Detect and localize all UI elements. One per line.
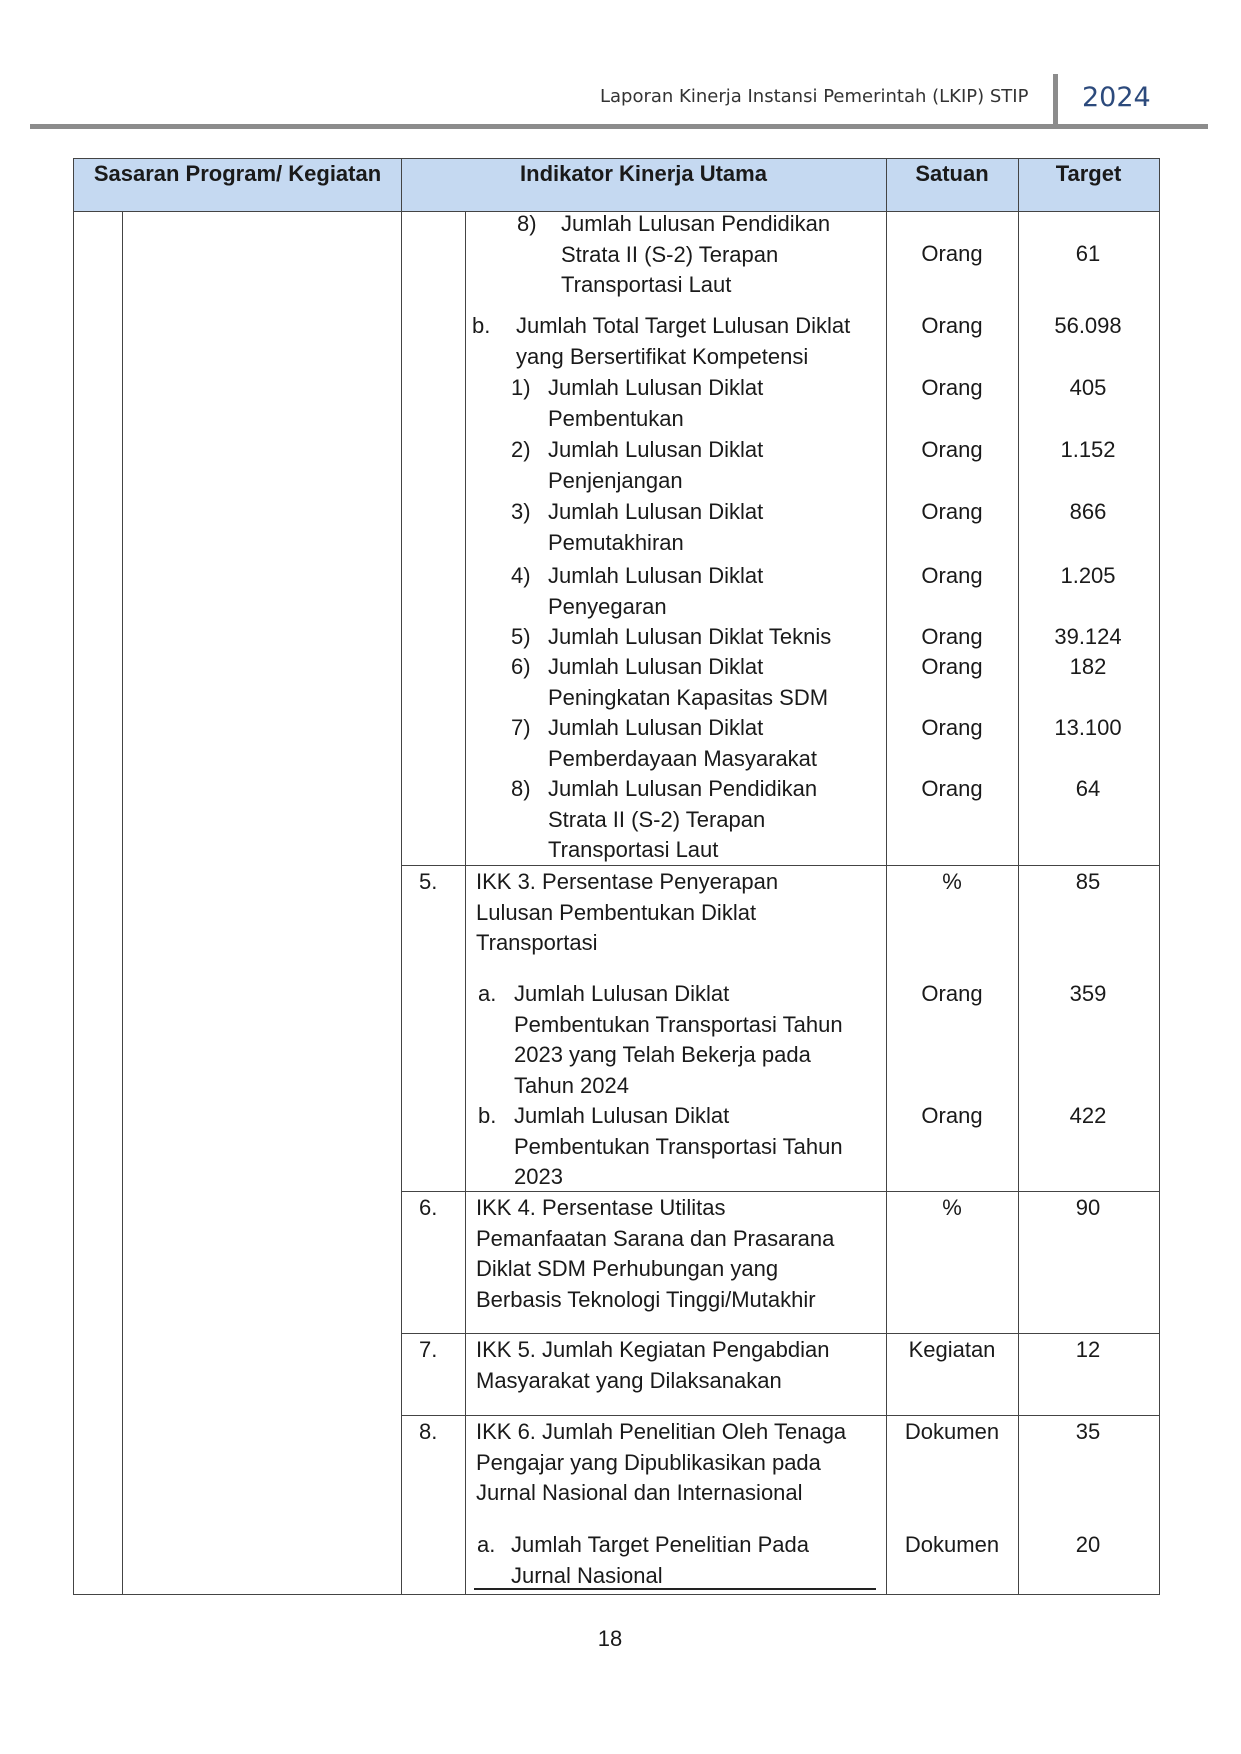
- target-cell: 12: [1075, 1337, 1101, 1362]
- table-row: [548, 435, 763, 496]
- indicator-line: Pemutakhiran: [548, 529, 684, 555]
- target-cell: 64: [1075, 776, 1101, 801]
- report-title: Laporan Kinerja Instansi Pemerintah (LKIP) STIP: [600, 86, 1029, 107]
- indicator-line: Diklat SDM Perhubungan yang: [476, 1256, 779, 1281]
- report-year: 2024: [1082, 82, 1151, 113]
- indicator-line: Jumlah Lulusan Diklat: [514, 1103, 730, 1128]
- indicator-line: Pembentukan Transportasi Tahun: [514, 1133, 843, 1159]
- item-marker: 4): [511, 563, 531, 588]
- target-cell: 182: [1069, 654, 1107, 679]
- target-cell: 85: [1075, 869, 1101, 894]
- indicator-line: Jumlah Lulusan Diklat: [548, 499, 764, 524]
- item-marker: 2): [511, 437, 531, 462]
- target-cell: 422: [1069, 1103, 1107, 1128]
- grid-vline: [465, 211, 466, 1594]
- row-number: 6.: [419, 1195, 438, 1220]
- header-divider: [1053, 74, 1058, 128]
- indicator-line: Pengajar yang Dipublikasikan pada: [476, 1449, 821, 1475]
- grid-vline: [401, 159, 402, 1594]
- table-row: [548, 622, 831, 653]
- indicator-line: Lulusan Pembentukan Diklat: [476, 899, 757, 925]
- indicator-line: Tahun 2024: [514, 1072, 629, 1098]
- table-row: [476, 1335, 829, 1396]
- indicator-line: Transportasi Laut: [561, 272, 732, 297]
- table-row: [514, 979, 843, 1101]
- satuan-cell: Orang: [921, 437, 983, 462]
- item-marker: b.: [472, 313, 491, 338]
- indicator-line: IKK 3. Persentase Penyerapan: [476, 869, 779, 894]
- item-marker: a.: [478, 981, 497, 1006]
- indicator-line: Jumlah Lulusan Diklat: [548, 715, 764, 740]
- target-cell: 61: [1075, 241, 1101, 266]
- indicator-line: Jumlah Lulusan Diklat: [514, 981, 730, 1006]
- satuan-cell: Dokumen: [904, 1532, 1000, 1557]
- target-cell: 359: [1069, 981, 1107, 1006]
- item-marker: 6): [511, 654, 531, 679]
- table-row: [476, 1193, 834, 1315]
- row-number: 8.: [419, 1419, 438, 1444]
- indicator-line: Strata II (S-2) Terapan: [548, 806, 766, 832]
- satuan-cell: Orang: [921, 241, 983, 266]
- table-row: [476, 1417, 846, 1509]
- row-number: 7.: [419, 1337, 438, 1362]
- indicator-line: 2023: [514, 1164, 563, 1189]
- indicator-line: 2023 yang Telah Bekerja pada: [514, 1042, 811, 1067]
- satuan-cell: Orang: [921, 624, 983, 649]
- grid-vline: [122, 211, 123, 1594]
- indicator-line: Transportasi Laut: [548, 837, 719, 862]
- table-row: [514, 1101, 843, 1193]
- satuan-cell: Orang: [921, 715, 983, 740]
- indicator-line: Jumlah Lulusan Diklat Teknis: [548, 624, 832, 649]
- satuan-cell: %: [942, 869, 962, 894]
- indicator-line: Transportasi: [476, 930, 598, 955]
- item-marker: a.: [477, 1532, 496, 1557]
- table-header-row: [74, 159, 1159, 212]
- indicator-line: Jumlah Target Penelitian Pada: [511, 1532, 810, 1557]
- indicator-line: Penjenjangan: [548, 467, 683, 493]
- indicator-line: Jumlah Lulusan Diklat: [548, 375, 764, 400]
- item-marker: 1): [511, 375, 531, 400]
- indicator-line: Jumlah Lulusan Diklat: [548, 437, 764, 462]
- target-cell: 1.205: [1060, 563, 1116, 588]
- satuan-cell: Orang: [921, 981, 983, 1006]
- indicator-line: yang Bersertifikat Kompetensi: [516, 343, 809, 369]
- row-number: 5.: [419, 869, 438, 894]
- indicator-line: Pembentukan: [548, 405, 684, 431]
- table-row: [548, 561, 763, 622]
- page-number: 18: [597, 1626, 623, 1651]
- indicator-line: IKK 6. Jumlah Penelitian Oleh Tenaga: [476, 1419, 847, 1444]
- indicator-line: IKK 4. Persentase Utilitas: [476, 1195, 726, 1220]
- table-row: [516, 311, 850, 372]
- item-marker: 7): [511, 715, 531, 740]
- table-row: [548, 497, 763, 558]
- grid-hline: [401, 1415, 1159, 1416]
- satuan-cell: Orang: [921, 313, 983, 338]
- target-cell: 1.152: [1060, 437, 1116, 462]
- target-cell: 405: [1069, 375, 1107, 400]
- grid-hline: [401, 1333, 1159, 1334]
- indicator-line: Jumlah Lulusan Diklat: [548, 563, 764, 588]
- item-marker: 8): [511, 776, 531, 801]
- cell-underline: [474, 1588, 876, 1590]
- target-cell: 866: [1069, 499, 1107, 524]
- table-row: [561, 209, 830, 301]
- col-header-indikator: Indikator Kinerja Utama: [520, 161, 767, 186]
- item-marker: 3): [511, 499, 531, 524]
- indicator-line: Jumlah Lulusan Diklat: [548, 654, 764, 679]
- target-cell: 90: [1075, 1195, 1101, 1220]
- satuan-cell: Orang: [921, 776, 983, 801]
- indicator-line: Jurnal Nasional dan Internasional: [476, 1480, 803, 1505]
- col-header-target: Target: [1055, 161, 1122, 186]
- table-row: [548, 652, 828, 713]
- satuan-cell: Orang: [921, 499, 983, 524]
- performance-table: [73, 158, 1160, 1595]
- item-marker: b.: [478, 1103, 497, 1128]
- indicator-line: Berbasis Teknologi Tinggi/Mutakhir: [476, 1286, 816, 1312]
- table-row: [476, 867, 778, 959]
- target-cell: 56.098: [1054, 313, 1122, 338]
- satuan-cell: %: [942, 1195, 962, 1220]
- header-rule: [30, 124, 1208, 129]
- table-row: [511, 1530, 809, 1591]
- indicator-line: Penyegaran: [548, 593, 667, 619]
- table-row: [548, 373, 763, 434]
- indicator-line: IKK 5. Jumlah Kegiatan Pengabdian: [476, 1337, 830, 1362]
- target-cell: 39.124: [1054, 624, 1122, 649]
- indicator-line: Strata II (S-2) Terapan: [561, 241, 779, 267]
- satuan-cell: Orang: [921, 654, 983, 679]
- target-cell: 20: [1075, 1532, 1101, 1557]
- indicator-line: Pemberdayaan Masyarakat: [548, 745, 818, 771]
- satuan-cell: Kegiatan: [908, 1337, 996, 1362]
- satuan-cell: Orang: [921, 563, 983, 588]
- item-marker: 5): [511, 624, 531, 649]
- target-cell: 35: [1075, 1419, 1101, 1444]
- indicator-line: Jumlah Lulusan Pendidikan: [548, 776, 818, 801]
- table-row: [548, 774, 817, 866]
- indicator-line: Pemanfaatan Sarana dan Prasarana: [476, 1225, 835, 1251]
- col-header-satuan: Satuan: [915, 161, 989, 186]
- table-row: [548, 713, 817, 774]
- indicator-line: Jurnal Nasional: [511, 1562, 663, 1588]
- indicator-line: Peningkatan Kapasitas SDM: [548, 684, 829, 710]
- satuan-cell: Orang: [921, 375, 983, 400]
- indicator-line: Masyarakat yang Dilaksanakan: [476, 1367, 782, 1393]
- indicator-line: Pembentukan Transportasi Tahun: [514, 1011, 843, 1037]
- indicator-line: Jumlah Lulusan Pendidikan: [561, 211, 831, 236]
- satuan-cell: Orang: [921, 1103, 983, 1128]
- item-marker: 8): [517, 211, 537, 236]
- indicator-line: Jumlah Total Target Lulusan Diklat: [516, 313, 851, 338]
- col-header-sasaran: Sasaran Program/ Kegiatan: [93, 161, 382, 186]
- target-cell: 13.100: [1054, 715, 1122, 740]
- satuan-cell: Dokumen: [904, 1419, 1000, 1444]
